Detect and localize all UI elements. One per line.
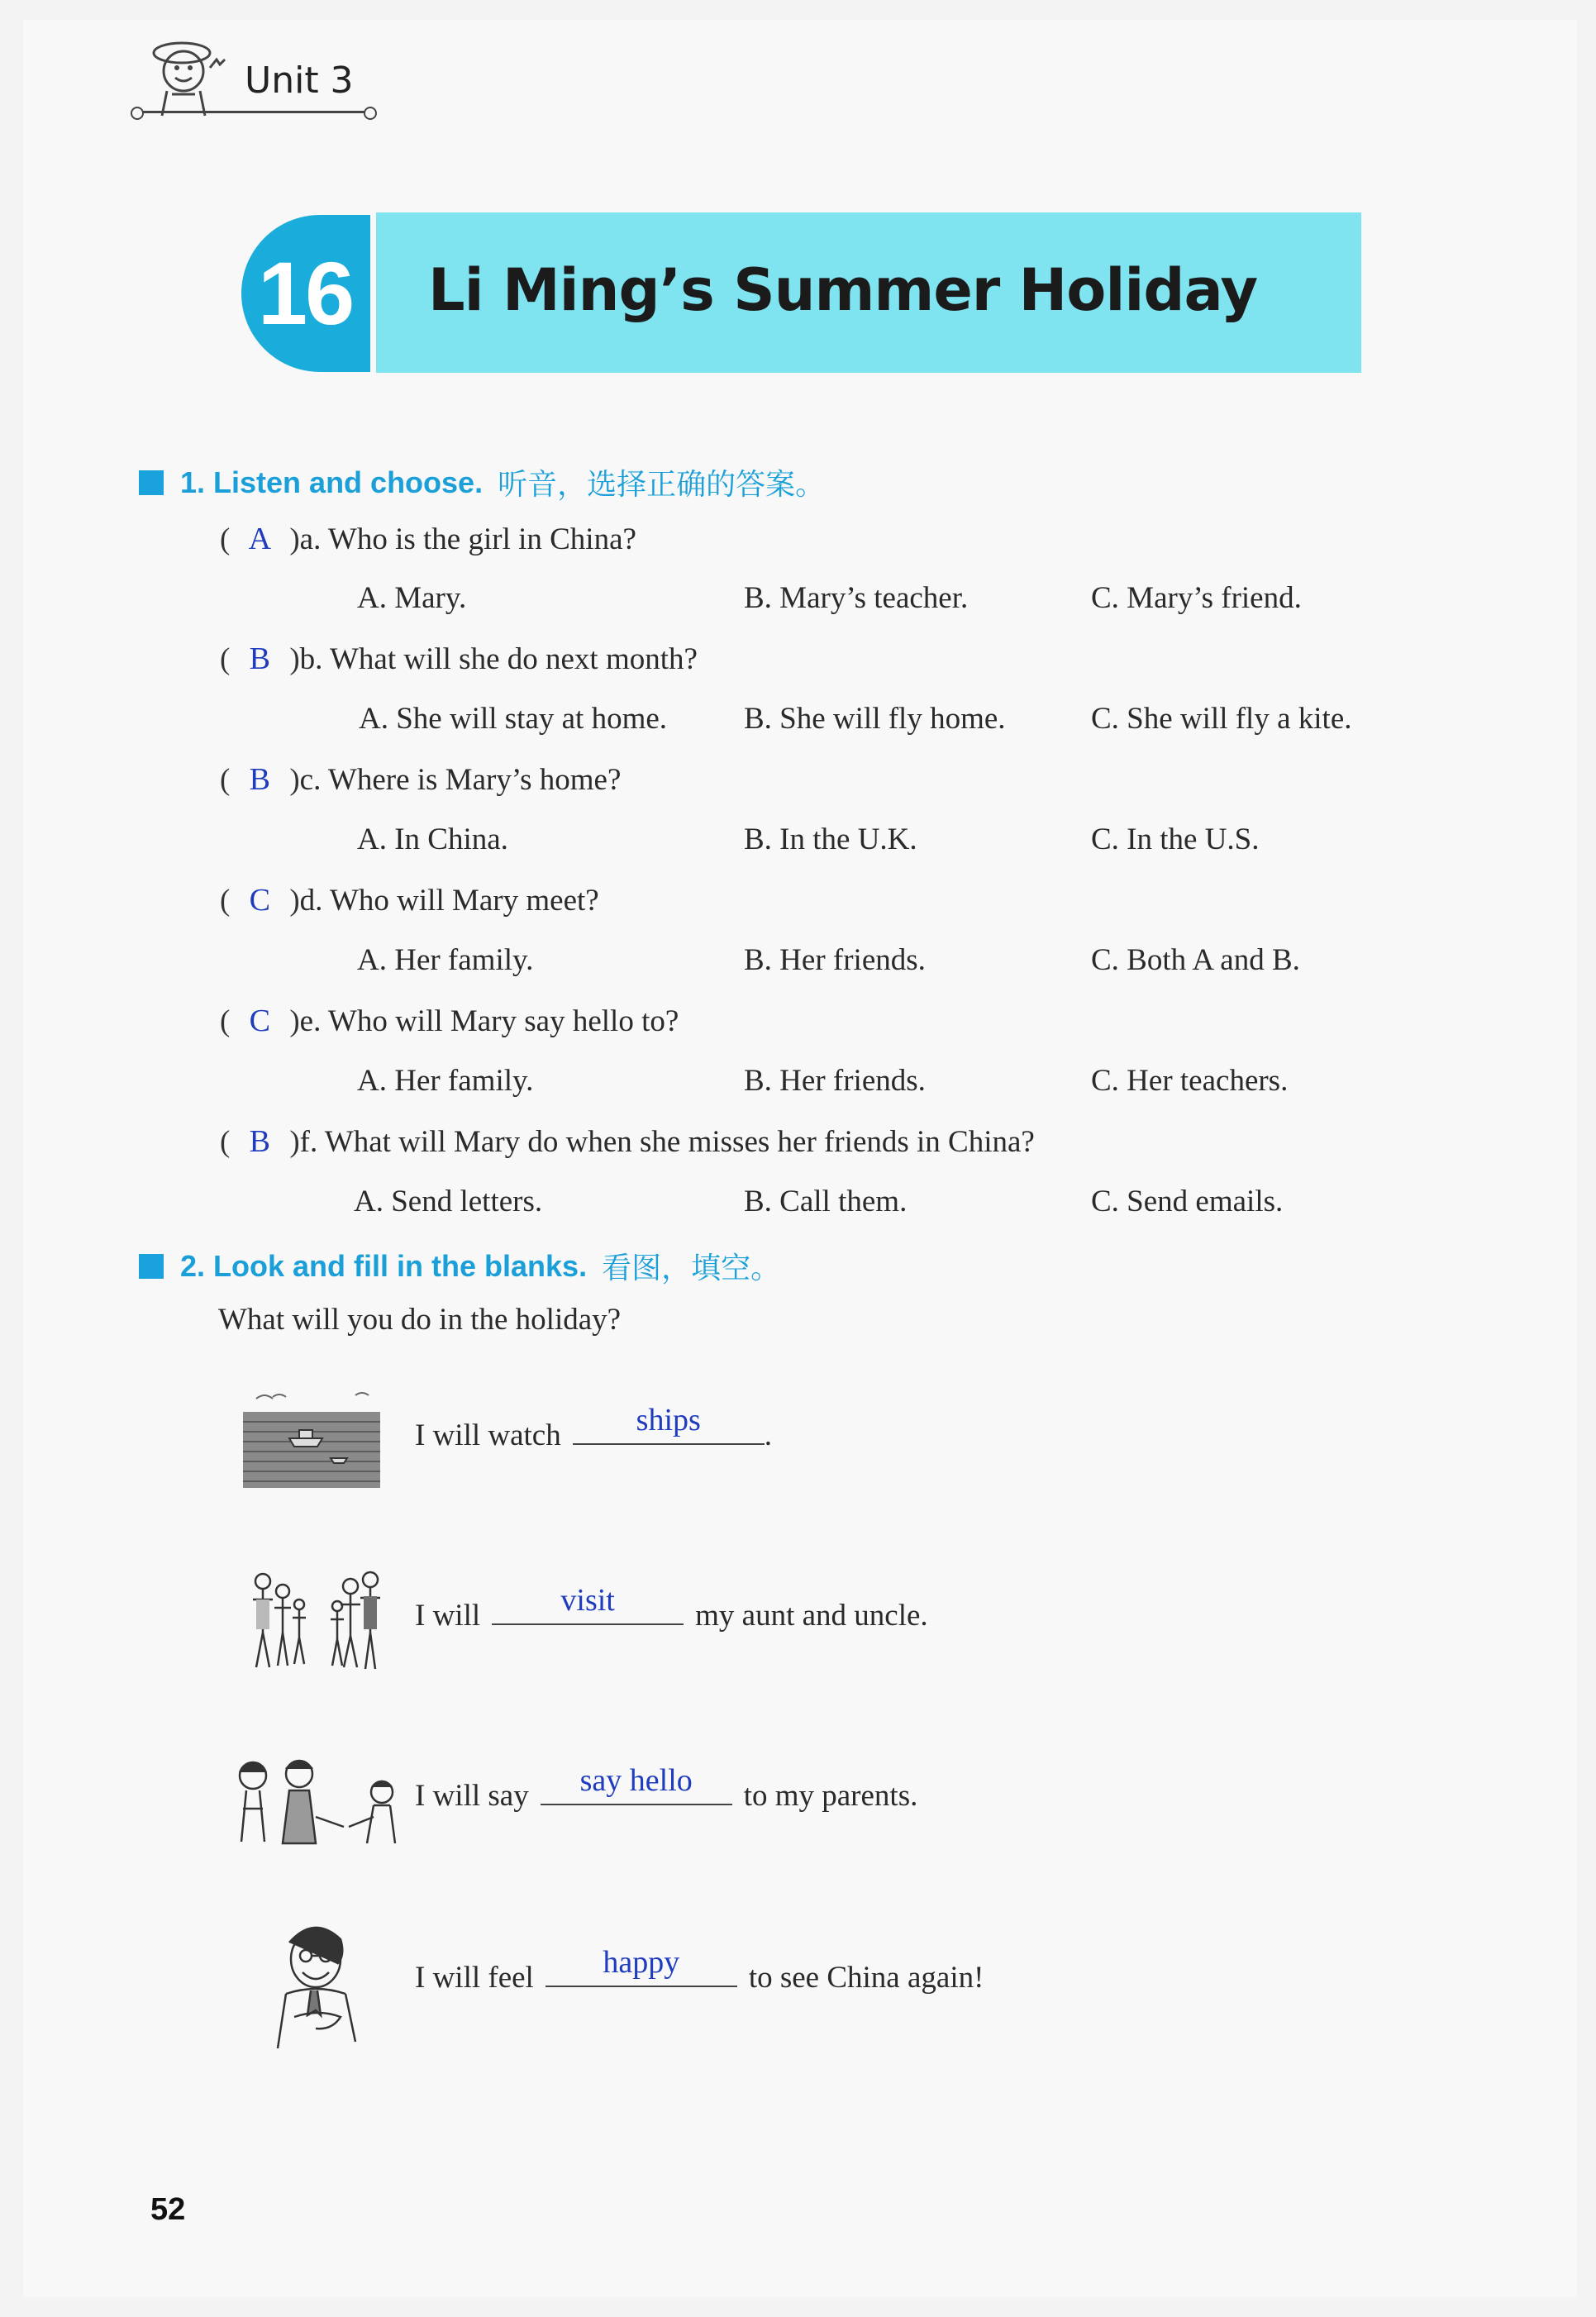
fill-4-after: to see China again! (748, 1961, 984, 1995)
family-picture-icon (245, 1566, 385, 1678)
fill-3-answer: say hello (579, 1763, 693, 1798)
fill-item-3 (415, 1763, 918, 1814)
option-a-C: C. Mary’s friend. (1091, 581, 1302, 615)
option-c-C: C. In the U.S. (1091, 822, 1260, 856)
fill-1-before: I will watch (415, 1418, 561, 1452)
option-b-A: A. She will stay at home. (359, 702, 668, 736)
question-e: ( C )e. Who will Mary say hello to? (220, 1004, 679, 1038)
underline-dot-left (131, 107, 144, 120)
question-f: ( B )f. What will Mary do when she misses her friends in China? (220, 1124, 1035, 1159)
question-a: ( A )a. Who is the girl in China? (220, 522, 636, 556)
question-c: ( B )c. Where is Mary’s home? (220, 762, 622, 797)
section-2-title-cn: 看图，填空。 (602, 1251, 781, 1285)
section-bullet-icon (139, 1254, 164, 1279)
answer-f[interactable]: B (249, 1124, 270, 1159)
unit-label: Unit 3 (245, 60, 354, 102)
section-2-heading (139, 1245, 780, 1287)
option-e-A: A. Her family. (357, 1064, 534, 1098)
option-f-A: A. Send letters. (354, 1185, 543, 1218)
fill-2-after: my aunt and uncle. (695, 1599, 928, 1633)
answer-b[interactable]: B (249, 641, 270, 676)
option-b-B: B. She will fly home. (744, 702, 1006, 736)
option-a-B: B. Mary’s teacher. (744, 581, 969, 615)
answer-a[interactable]: A (248, 522, 272, 556)
lesson-title: Li Ming’s Summer Holiday (428, 256, 1258, 324)
fill-item-4 (415, 1945, 984, 1995)
fill-item-1 (415, 1403, 772, 1453)
option-e-B: B. Her friends. (744, 1064, 926, 1098)
answer-c[interactable]: B (249, 762, 270, 797)
section-1-heading (139, 461, 825, 503)
section-2-title: 2. Look and fill in the blanks. (180, 1248, 588, 1283)
fill-2-answer: visit (560, 1583, 615, 1618)
fill-4-blank[interactable] (545, 1945, 737, 1987)
page-number: 52 (150, 2192, 186, 2227)
option-c-A: A. In China. (357, 822, 508, 856)
section-1-title: 1. Listen and choose. (180, 465, 484, 499)
section-1-title-cn: 听音，选择正确的答案。 (498, 468, 826, 502)
section-bullet-icon (139, 470, 164, 495)
question-b-prompt: b. What will she do next month? (299, 642, 698, 676)
fill-2-before: I will (415, 1599, 481, 1633)
fill-2-blank[interactable] (492, 1583, 684, 1625)
fill-1-after: . (764, 1418, 772, 1452)
option-f-B: B. Call them. (744, 1185, 908, 1218)
mascot-icon (134, 30, 233, 121)
fill-4-answer: happy (603, 1945, 680, 1980)
question-c-prompt: c. Where is Mary’s home? (299, 763, 622, 797)
option-e-C: C. Her teachers. (1091, 1064, 1289, 1098)
answer-d[interactable]: C (249, 883, 270, 918)
option-c-B: B. In the U.K. (744, 822, 917, 856)
section-2-prompt: What will you do in the holiday? (218, 1303, 622, 1337)
fill-3-before: I will say (415, 1779, 529, 1813)
fill-3-blank[interactable] (541, 1763, 732, 1805)
answer-e[interactable]: C (249, 1004, 270, 1038)
fill-1-answer: ships (636, 1403, 701, 1437)
question-a-prompt: a. Who is the girl in China? (299, 522, 636, 556)
ships-picture-icon (240, 1389, 385, 1493)
question-d: ( C )d. Who will Mary meet? (220, 883, 599, 918)
question-b: ( B )b. What will she do next month? (220, 641, 698, 676)
fill-4-before: I will feel (415, 1961, 534, 1995)
option-a-A: A. Mary. (357, 581, 467, 615)
happy-boy-picture-icon (269, 1918, 369, 2050)
unit-underline (139, 111, 367, 113)
option-b-C: C. She will fly a kite. (1091, 702, 1352, 736)
question-d-prompt: d. Who will Mary meet? (299, 884, 599, 918)
option-d-C: C. Both A and B. (1091, 943, 1300, 977)
underline-dot-right (364, 107, 377, 120)
option-f-C: C. Send emails. (1091, 1185, 1284, 1218)
option-d-B: B. Her friends. (744, 943, 926, 977)
fill-item-2 (415, 1583, 928, 1633)
fill-1-blank[interactable] (573, 1403, 765, 1445)
question-f-prompt: f. What will Mary do when she misses her friends in China? (299, 1125, 1035, 1159)
lesson-number: 16 (258, 243, 353, 343)
greeting-picture-icon (228, 1751, 400, 1850)
fill-3-after: to my parents. (743, 1779, 918, 1813)
question-e-prompt: e. Who will Mary say hello to? (299, 1004, 679, 1038)
option-d-A: A. Her family. (357, 943, 534, 977)
